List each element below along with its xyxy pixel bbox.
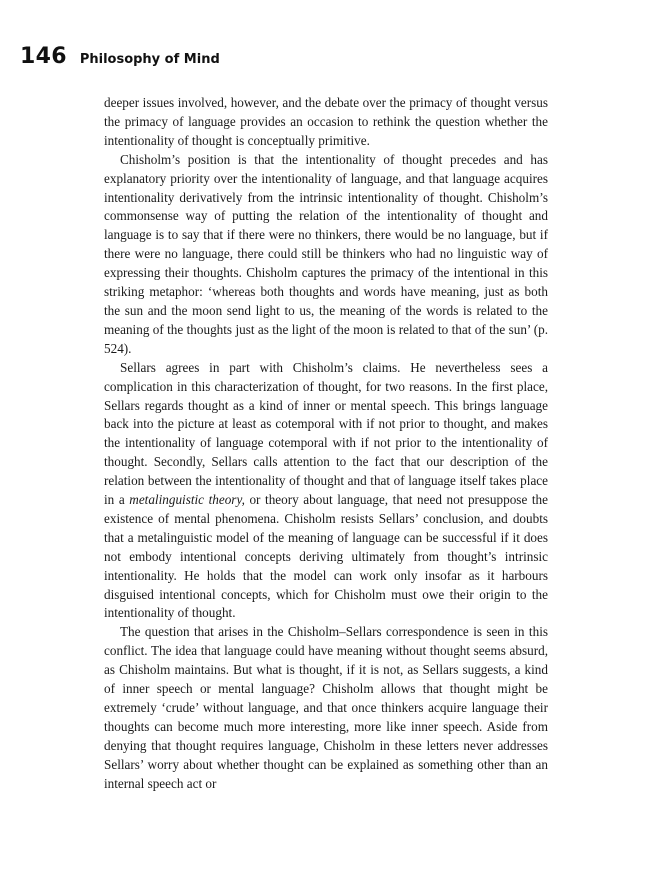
running-head [20, 44, 220, 69]
paragraph-question-arises: The question that arises in the Chisholm–Sellars correspondence is seen in this conflict. The idea that language could have meaning without thought seems absurd, as Chisholm maintains. But what is thought, if it is not, as Sellars suggests, a kind of inner speech or mental language? Chisholm allows that thought might be extremely ‘crude’ without language, and that once thinkers acquire language their thoughts can become much more interesting, more like inner speech. Aside from denying that thought requires language, Chisholm in these letters never addresses Sellars’ worry about whether thought can be explained as something other than an internal speech act or [104, 624, 548, 791]
paragraph-continuation: deeper issues involved, however, and the debate over the primacy of thought versus the primacy of language provides an occasion to rethink the question whether the intentionality of thought is conceptually primitive. [104, 95, 548, 148]
body-text [104, 94, 548, 794]
paragraph-chisholm-position: Chisholm’s position is that the intentionality of thought precedes and has explanatory priority over the intentionality of language, and that language acquires intentionality derivatively from the intrinsic intentionality of thought. Chisholm’s commonsense way of putting the relation of the intentionality of thought and language is to say that if there were no thinkers, there would be no language, but if there were no language, there could still be thinkers who had no linguistic way of expressing their thoughts. Chisholm captures the primacy of the intentional in this striking metaphor: ‘whereas both thoughts and words have meaning, just as both the sun and the moon send light to us, the meaning of the words is related to the meaning of the thoughts just as the light of the moon is related to that of the sun’ (p. 524). [104, 151, 548, 356]
paragraph-text-before-emphasis: Sellars agrees in part with Chisholm’s claims. He nevertheless sees a complication in this characterization of thought, for two reasons. In the first place, Sellars regards thought as a kind of inner or mental speech. This brings language back into the picture at least as cotemporal with if not prior to thought, and makes the intentionality of language cotemporal with if not prior to the intentionality of thought. Secondly, Sellars calls attention to the fact that our description of the relation between the intentionality of thought and that of language itself takes place in a [104, 359, 548, 508]
paragraph-sellars-agrees [104, 359, 548, 624]
page-number: 146 [20, 44, 67, 69]
paragraph-text-after-emphasis: or theory about language, that need not presuppose the existence of mental phenomena. Chisholm resists Sellars’ conclusion, and doubts that a metalinguistic model of the meaning of language can be successful if it does not embody intentional concepts deriving ultimately from thought’s intrinsic intentionality. He holds that the model can work only insofar as it harbours disguised intentional concepts, which for Chisholm must owe their origin to the intentionality of thought. [104, 492, 548, 621]
emphasis-metalinguistic-theory: metalinguistic theory, [129, 492, 245, 508]
running-title: Philosophy of Mind [79, 52, 220, 67]
